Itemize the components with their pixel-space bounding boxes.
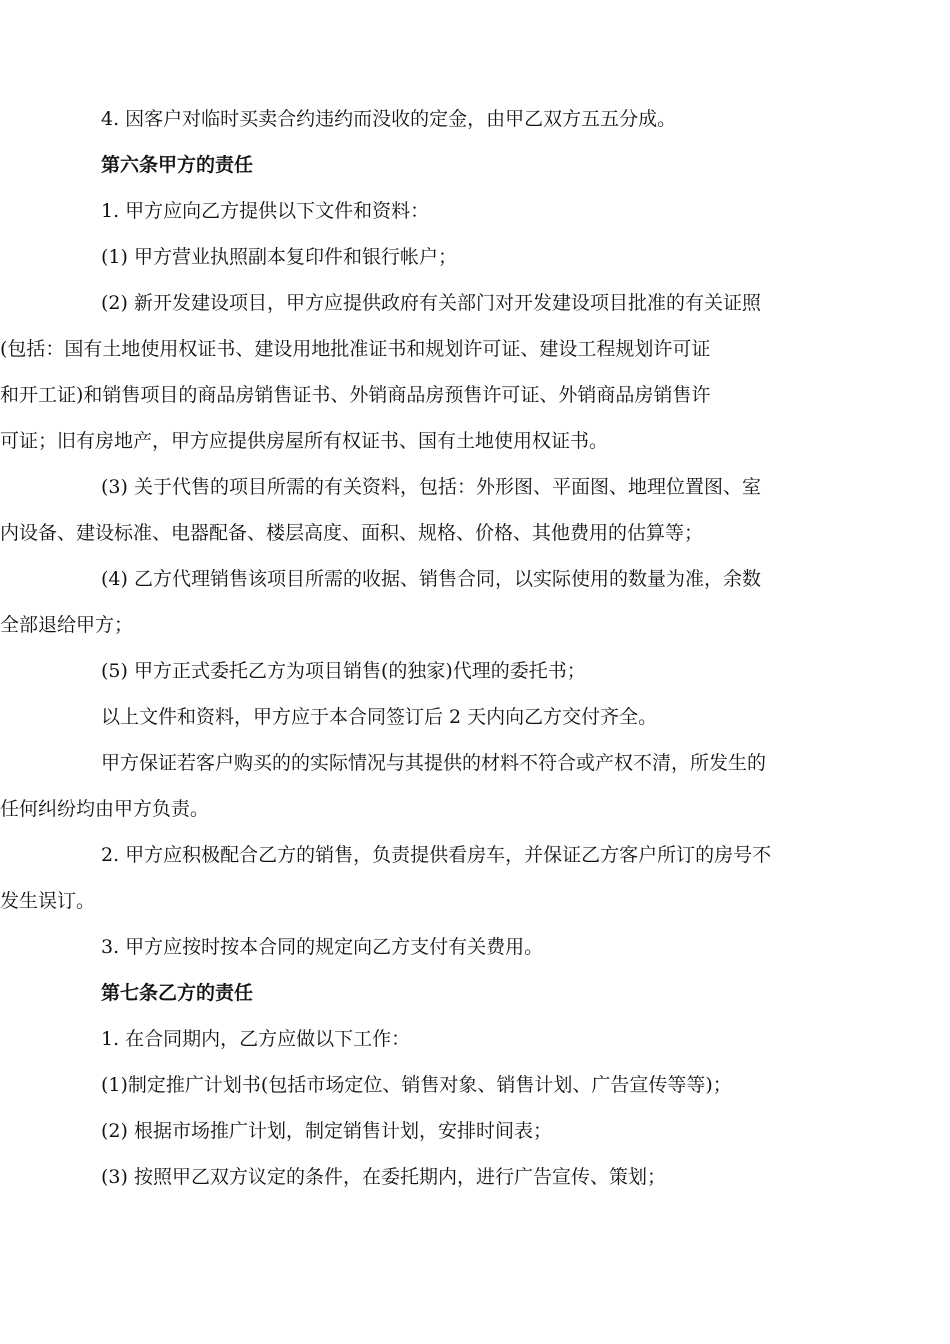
clause-item: 3. 甲方应按时按本合同的规定向乙方支付有关费用。 bbox=[101, 936, 544, 958]
clause-paragraph bbox=[0, 280, 901, 464]
paragraph-line: (2) 新开发建设项目，甲方应提供政府有关部门对开发建设项目批准的有关证照 bbox=[101, 292, 761, 314]
clause-item: (3) 按照甲乙双方议定的条件，在委托期内，进行广告宣传、策划； bbox=[101, 1166, 666, 1188]
paragraph-line: (3) 关于代售的项目所需的有关资料，包括：外形图、平面图、地理位置图、室 bbox=[101, 476, 761, 498]
clause-paragraph bbox=[0, 464, 901, 556]
clause-paragraph bbox=[0, 832, 901, 924]
paragraph-line: (包括：国有土地使用权证书、建设用地批准证书和规划许可证、建设工程规划许可证 bbox=[0, 338, 711, 360]
clause-item: (1) 甲方营业执照副本复印件和银行帐户； bbox=[101, 246, 457, 268]
clause-paragraph bbox=[0, 556, 901, 648]
paragraph-line: 甲方保证若客户购买的的实际情况与其提供的材料不符合或产权不清，所发生的 bbox=[101, 752, 767, 774]
clause-item: 1. 甲方应向乙方提供以下文件和资料： bbox=[101, 200, 430, 222]
document-body bbox=[0, 96, 901, 1200]
paragraph-line: 可证；旧有房地产，甲方应提供房屋所有权证书、国有土地使用权证书。 bbox=[0, 430, 609, 452]
clause-item: 1. 在合同期内，乙方应做以下工作： bbox=[101, 1028, 411, 1050]
paragraph-line: 和开工证)和销售项目的商品房销售证书、外销商品房预售许可证、外销商品房销售许 bbox=[0, 384, 711, 406]
clause-item: 以上文件和资料，甲方应于本合同签订后 2 天内向乙方交付齐全。 bbox=[101, 706, 658, 728]
paragraph-line: 发生误订。 bbox=[0, 890, 96, 912]
paragraph-line: 2. 甲方应积极配合乙方的销售，负责提供看房车，并保证乙方客户所订的房号不 bbox=[101, 844, 772, 866]
paragraph-line: 任何纠纷均由甲方负责。 bbox=[0, 798, 210, 820]
clause-item: (2) 根据市场推广计划，制定销售计划，安排时间表； bbox=[101, 1120, 552, 1142]
clause-item: 4. 因客户对临时买卖合约违约而没收的定金，由甲乙双方五五分成。 bbox=[101, 108, 677, 130]
clause-item: (5) 甲方正式委托乙方为项目销售(的独家)代理的委托书； bbox=[101, 660, 586, 682]
clause-paragraph bbox=[0, 740, 901, 832]
section-heading: 第七条乙方的责任 bbox=[101, 982, 254, 1004]
clause-item: (1)制定推广计划书(包括市场定位、销售对象、销售计划、广告宣传等等)； bbox=[101, 1074, 732, 1096]
paragraph-line: 全部退给甲方； bbox=[0, 614, 134, 636]
paragraph-line: (4) 乙方代理销售该项目所需的收据、销售合同，以实际使用的数量为准，余数 bbox=[101, 568, 761, 590]
section-heading: 第六条甲方的责任 bbox=[101, 154, 254, 176]
paragraph-line: 内设备、建设标准、电器配备、楼层高度、面积、规格、价格、其他费用的估算等； bbox=[0, 522, 704, 544]
